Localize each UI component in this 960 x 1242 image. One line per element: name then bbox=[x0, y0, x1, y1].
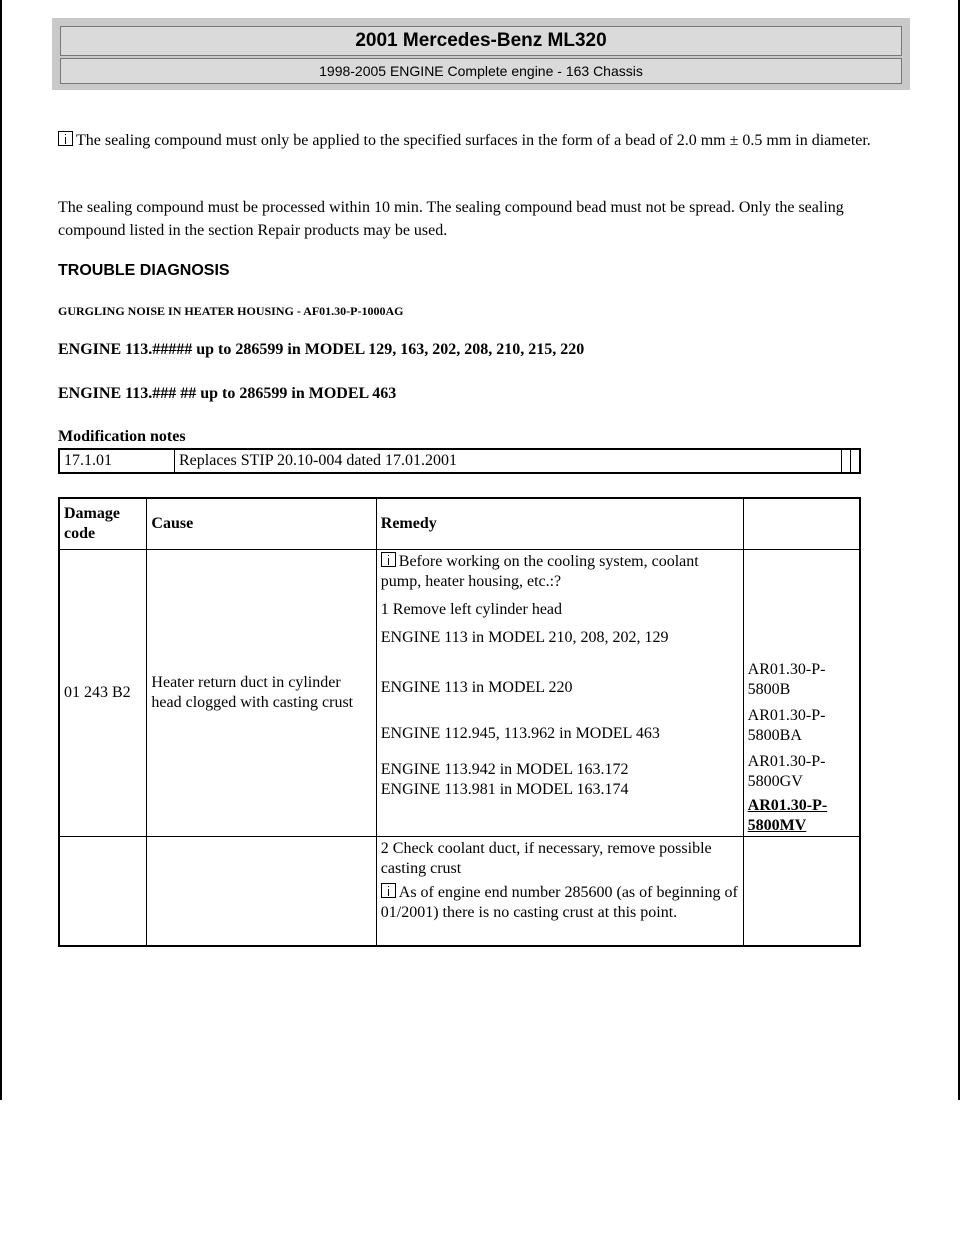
remedy-casting-note: As of engine end number 285600 (as of beginning of 01/2001) there is no casting crust at this point. bbox=[380, 883, 738, 921]
remedy-step-1: 1 Remove left cylinder head bbox=[380, 600, 563, 618]
reference-0: AR01.30-P-5800B bbox=[747, 660, 826, 698]
section-trouble-diagnosis: TROUBLE DIAGNOSIS bbox=[58, 262, 230, 279]
header-empty bbox=[743, 498, 860, 549]
remedy-engine-1: ENGINE 113 in MODEL 220 bbox=[380, 678, 573, 696]
reference-2: AR01.30-P-5800GV bbox=[747, 752, 826, 790]
remedy-engine-3b: ENGINE 113.981 in MODEL 163.174 bbox=[380, 780, 629, 798]
section-gurgling-noise: GURGLING NOISE IN HEATER HOUSING - AF01.30-P-1000AG bbox=[58, 304, 404, 318]
table-row bbox=[59, 836, 860, 946]
table-row bbox=[59, 449, 860, 473]
modification-table bbox=[58, 448, 861, 474]
table-row bbox=[59, 549, 860, 836]
diagnosis-table bbox=[58, 497, 861, 947]
remedy-step-2-cell bbox=[376, 836, 743, 946]
remedy-engine-3a: ENGINE 113.942 in MODEL 163.172 bbox=[380, 760, 629, 778]
header-title: 2001 Mercedes-Benz ML320 bbox=[60, 26, 902, 56]
damage-code-cell: 01 243 B2 bbox=[59, 549, 147, 836]
modification-notes-heading: Modification notes bbox=[58, 428, 186, 445]
remedy-engine-0: ENGINE 113 in MODEL 210, 208, 202, 129 bbox=[380, 628, 669, 646]
remedy-step-2: 2 Check coolant duct, if necessary, remove possible casting crust bbox=[380, 839, 712, 877]
info-icon bbox=[58, 131, 73, 146]
table-header-row bbox=[59, 498, 860, 549]
mod-empty-cell bbox=[851, 449, 861, 473]
info-icon bbox=[381, 552, 396, 567]
remedy-before-note: Before working on the cooling system, coolant pump, heater housing, etc.:? bbox=[380, 552, 699, 590]
info-icon bbox=[381, 883, 396, 898]
header-subtitle: 1998-2005 ENGINE Complete engine - 163 Chassis bbox=[60, 58, 902, 84]
header-damage-code: Damage code bbox=[59, 498, 147, 549]
reference-link-5800mv[interactable]: AR01.30-P-5800MV bbox=[747, 796, 828, 834]
empty-cell bbox=[147, 836, 376, 946]
engine-scope-1: ENGINE 113.##### up to 286599 in MODEL 129, 163, 202, 208, 210, 215, 220 bbox=[58, 341, 585, 358]
remedy-engine-2: ENGINE 112.945, 113.962 in MODEL 463 bbox=[380, 724, 660, 742]
mod-date: 17.1.01 bbox=[59, 449, 175, 473]
header-remedy: Remedy bbox=[376, 498, 743, 549]
page-left-border bbox=[0, 0, 2, 1100]
mod-text: Replaces STIP 20.10-004 dated 17.01.2001 bbox=[175, 449, 842, 473]
cause-cell: Heater return duct in cylinder head clogged with casting crust bbox=[147, 549, 376, 836]
empty-cell bbox=[59, 836, 147, 946]
reference-cell bbox=[743, 549, 860, 836]
page-header bbox=[52, 18, 910, 90]
sealing-note-1: The sealing compound must only be applied to the specified surfaces in the form of a bead of 2.0 mm ± 0.5 mm in diameter. bbox=[58, 129, 908, 152]
reference-1: AR01.30-P-5800BA bbox=[747, 706, 826, 744]
mod-empty-cell bbox=[842, 449, 851, 473]
engine-scope-2: ENGINE 113.### ## up to 286599 in MODEL 463 bbox=[58, 385, 397, 402]
remedy-cell bbox=[376, 549, 743, 836]
empty-cell bbox=[743, 836, 860, 946]
sealing-note-2: The sealing compound must be processed within 10 min. The sealing compound bead must not be spread. Only the sealing compound listed in the section Repair products may be used. bbox=[58, 199, 844, 239]
header-cause: Cause bbox=[147, 498, 376, 549]
